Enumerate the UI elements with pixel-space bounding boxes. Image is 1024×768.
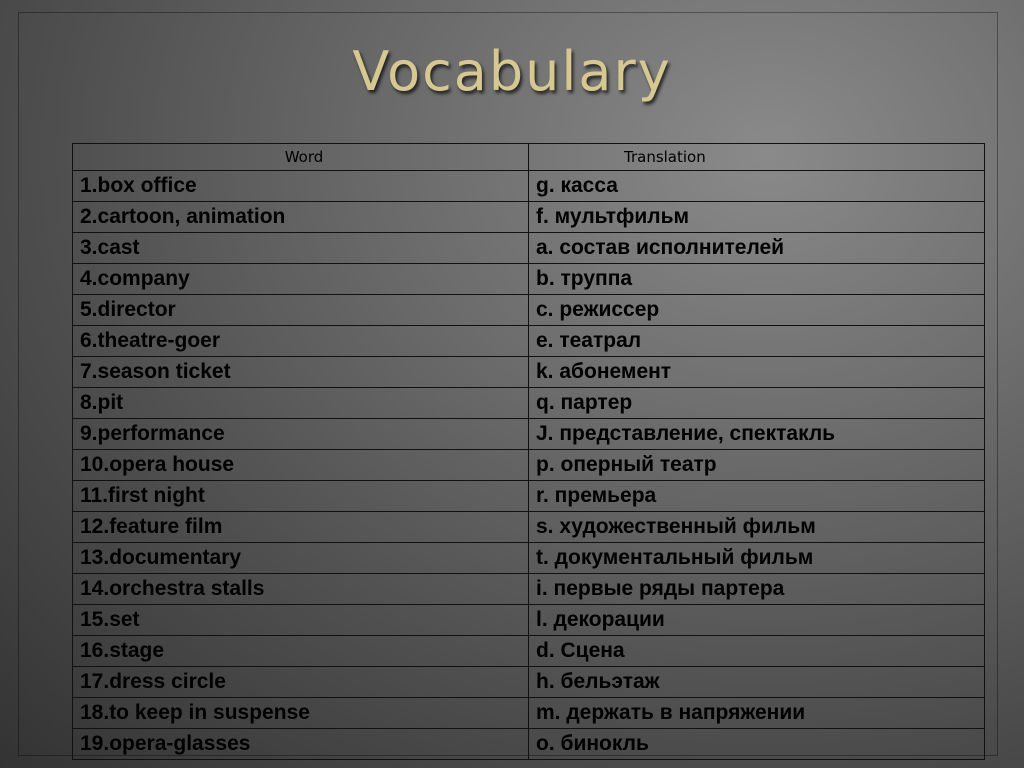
word-cell: 5.director (73, 295, 529, 326)
header-translation: Translation (529, 144, 985, 171)
header-word: Word (73, 144, 529, 171)
table-row (73, 233, 985, 264)
table-row (73, 202, 985, 233)
table-row (73, 171, 985, 202)
vocabulary-table (72, 143, 985, 760)
table-row (73, 264, 985, 295)
word-cell: 9.performance (73, 419, 529, 450)
translation-cell: k. абонемент (529, 357, 985, 388)
word-cell: 13.documentary (73, 543, 529, 574)
translation-cell: f. мультфильм (529, 202, 985, 233)
table-row (73, 667, 985, 698)
slide-title: Vocabulary (352, 40, 672, 103)
translation-cell: g. касса (529, 171, 985, 202)
table-row (73, 729, 985, 760)
translation-cell: t. документальный фильм (529, 543, 985, 574)
table-row (73, 450, 985, 481)
translation-cell: d. Сцена (529, 636, 985, 667)
word-cell: 15.set (73, 605, 529, 636)
table-row (73, 574, 985, 605)
translation-cell: s. художественный фильм (529, 512, 985, 543)
word-cell: 12.feature film (73, 512, 529, 543)
word-cell: 18.to keep in suspense (73, 698, 529, 729)
word-cell: 2.cartoon, animation (73, 202, 529, 233)
table-row (73, 481, 985, 512)
word-cell: 19.opera-glasses (73, 729, 529, 760)
translation-cell: a. состав исполнителей (529, 233, 985, 264)
table-row (73, 605, 985, 636)
word-cell: 11.first night (73, 481, 529, 512)
translation-cell: J. представление, спектакль (529, 419, 985, 450)
table-row (73, 357, 985, 388)
table-row (73, 543, 985, 574)
word-cell: 6.theatre-goer (73, 326, 529, 357)
table-header-row (73, 144, 985, 171)
word-cell: 1.box office (73, 171, 529, 202)
translation-cell: i. первые ряды партера (529, 574, 985, 605)
translation-cell: r. премьера (529, 481, 985, 512)
word-cell: 14.orchestra stalls (73, 574, 529, 605)
translation-cell: q. партер (529, 388, 985, 419)
table-row (73, 326, 985, 357)
table-row (73, 295, 985, 326)
table-row (73, 388, 985, 419)
word-cell: 8.pit (73, 388, 529, 419)
table-body (73, 171, 985, 760)
table-row (73, 698, 985, 729)
translation-cell: b. труппа (529, 264, 985, 295)
translation-cell: c. режиссер (529, 295, 985, 326)
word-cell: 16.stage (73, 636, 529, 667)
table-row (73, 512, 985, 543)
translation-cell: o. бинокль (529, 729, 985, 760)
translation-cell: m. держать в напряжении (529, 698, 985, 729)
word-cell: 7.season ticket (73, 357, 529, 388)
word-cell: 3.cast (73, 233, 529, 264)
word-cell: 4.company (73, 264, 529, 295)
translation-cell: l. декорации (529, 605, 985, 636)
word-cell: 10.opera house (73, 450, 529, 481)
word-cell: 17.dress circle (73, 667, 529, 698)
table-row (73, 636, 985, 667)
table-row (73, 419, 985, 450)
translation-cell: p. оперный театр (529, 450, 985, 481)
translation-cell: h. бельэтаж (529, 667, 985, 698)
translation-cell: e. театрал (529, 326, 985, 357)
